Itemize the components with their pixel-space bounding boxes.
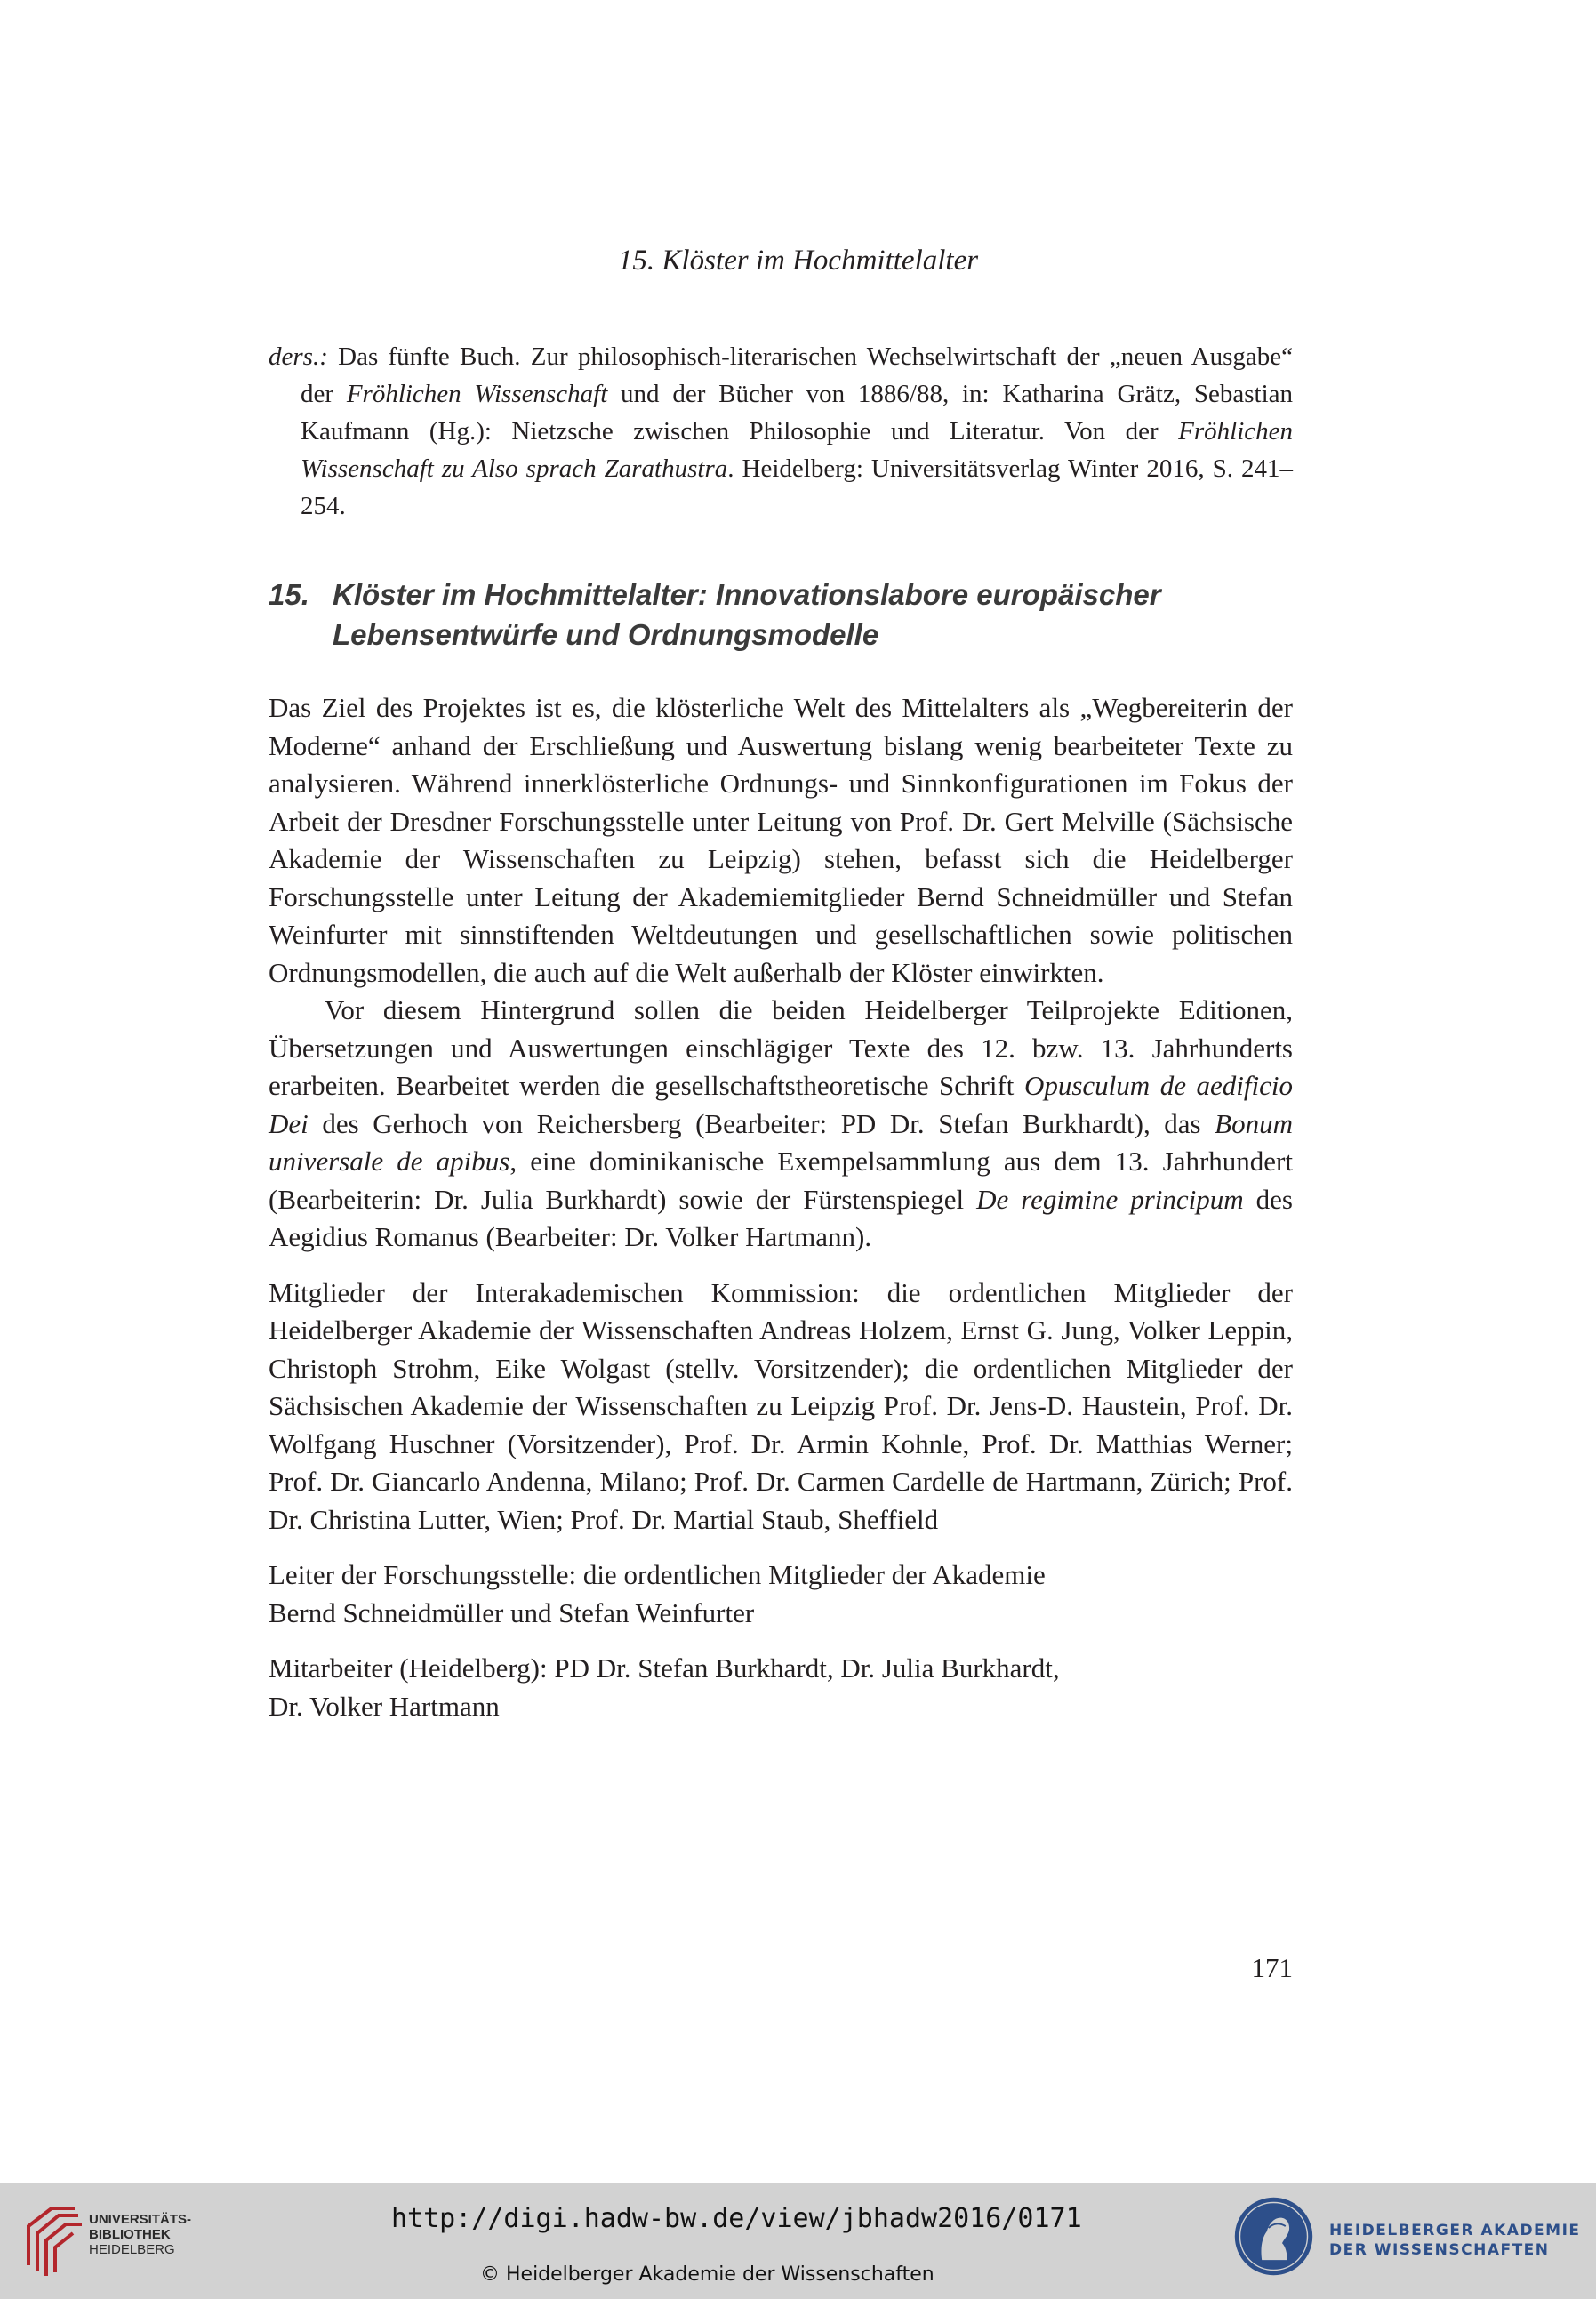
library-name-line: BIBLIOTHEK bbox=[89, 2227, 171, 2242]
paragraph bbox=[269, 992, 1293, 1257]
italic-title: De regimine principum bbox=[976, 1183, 1244, 1215]
members-paragraph: Mitglieder der Interakademischen Kommission: die ordentlichen Mitglieder der Heidelberger Akademie der Wissenschaften Andreas Holzem, Ernst G. Jung, Volker Leppin, Christoph Strohm, Eike Wolgast (stellv. Vorsitzender); die ordentlichen Mitglieder der Sächsischen Akademie der Wissenschaften zu Leipzig Prof. Dr. Jens-D. Haustein, Prof. Dr. Wolfgang Huschner (Vorsitzender), Prof. Dr. Armin Kohnle, Prof. Dr. Matthias Werner; Prof. Dr. Giancarlo Andenna, Milano; Prof. Dr. Carmen Cardelle de Hartmann, Zürich; Prof. Dr. Christina Lutter, Wien; Prof. Dr. Martial Staub, Sheffield bbox=[269, 1276, 1293, 1535]
library-name-line: UNIVERSITÄTS- bbox=[89, 2212, 192, 2227]
running-head: 15. Klöster im Hochmittelalter bbox=[617, 245, 979, 277]
paragraph: Das Ziel des Projektes ist es, die klösterliche Welt des Mittelalters als „Wegbereiterin der Moderne“ anhand der Erschließung und Auswertung bislang wenig bearbeiteter Texte zu analysieren. Während innerklösterliche Ordnungs- und Sinnkonfigurationen im Fokus der Arbeit der Dresdner Forschungsstelle unter Leitung von Prof. Dr. Gert Melville (Sächsische Akademie der Wissenschaften zu Leipzig) stehen, befasst sich die Heidelberger Forschungsstelle unter Leitung der Akademiemitglieder Bernd Schneidmüller und Stefan Weinfurter mit sinnstiftenden Weltdeutungen und gesellschaftlichen sowie politischen Ordnungsmodellen, die auch auf die Welt außerhalb der Klöster einwirkten. bbox=[269, 692, 1293, 988]
paragraph-text: Vor diesem Hintergrund sollen die beiden Heidelberger Teilprojekte Editionen, Übersetzungen und Auswertungen einschlägiger Texte des 12. bzw. 13. Jahrhunderts erarbeiten. Bearbeitet werden die gesellschaftstheoretische Schrift bbox=[269, 994, 1293, 1101]
academy-name bbox=[1329, 2221, 1581, 2260]
university-library-name bbox=[89, 2212, 191, 2257]
bibliography-italic-title: Fröhlichen Wissenschaft bbox=[346, 380, 608, 408]
italic-title: Opusculum de aedificio Dei bbox=[269, 1070, 1293, 1139]
section-heading bbox=[269, 575, 1293, 655]
section-number: 15. bbox=[269, 578, 309, 611]
bibliography-author: ders.: bbox=[269, 342, 328, 371]
bibliography-text: und der Bücher von 1886/88, in: Katharina Grätz, Sebastian Kaufmann (Hg.): Nietzsche zwischen Philosophie und Literatur. Von der bbox=[301, 380, 1294, 446]
academy-name-line: DER WISSENSCHAFTEN bbox=[1329, 2241, 1550, 2259]
staff-paragraph bbox=[269, 1650, 1293, 1725]
academy-name-line: HEIDELBERGER AKADEMIE bbox=[1329, 2222, 1581, 2239]
leaders-paragraph bbox=[269, 1556, 1293, 1632]
bibliography-text: Das fünfte Buch. Zur philosophisch-literarischen Wechselwirtschaft der „neuen Ausgabe“ der bbox=[301, 342, 1293, 408]
footer-bar bbox=[0, 2183, 1596, 2299]
page-number: 171 bbox=[1251, 1952, 1293, 1983]
academy-seal-icon bbox=[1231, 2194, 1316, 2279]
staff-line: Dr. Volker Hartmann bbox=[269, 1690, 500, 1722]
copyright-notice: © Heidelberger Akademie der Wissenschaften bbox=[480, 2263, 934, 2286]
leaders-line: Leiter der Forschungsstelle: die ordentlichen Mitglieder der Akademie bbox=[269, 1559, 1046, 1590]
bibliography-text: . Heidelberg: Universitätsverlag Winter 2016, S. 241–254. bbox=[301, 454, 1293, 520]
leaders-line: Bernd Schneidmüller und Stefan Weinfurter bbox=[269, 1596, 755, 1628]
italic-title: Bonum universale de apibus bbox=[269, 1107, 1293, 1177]
paragraph-text: , eine dominikanische Exempelsammlung aus dem 13. Jahrhundert (Bearbeiterin: Dr. Julia Burkhardt) sowie der Fürstenspiegel bbox=[269, 1145, 1293, 1215]
permalink-url[interactable]: http://digi.hadw-bw.de/view/jbhadw2016/0171 bbox=[391, 2203, 1082, 2234]
staff-line: Mitarbeiter (Heidelberg): PD Dr. Stefan Burkhardt, Dr. Julia Burkhardt, bbox=[269, 1652, 1060, 1684]
section-title-line: Lebensentwürfe und Ordnungsmodelle bbox=[333, 618, 879, 651]
paragraph-text: des Aegidius Romanus (Bearbeiter: Dr. Volker Hartmann). bbox=[269, 1183, 1293, 1252]
body-text bbox=[269, 689, 1293, 1725]
paragraph-text: des Gerhoch von Reichersberg (Bearbeiter: PD Dr. Stefan Burkhardt), das bbox=[308, 1107, 1215, 1139]
section-title bbox=[333, 575, 1161, 655]
section-title-line: Klöster im Hochmittelalter: Innovationslabore europäischer bbox=[333, 578, 1161, 611]
bibliography-italic-title: Fröhlichen Wissenschaft zu Also sprach Zarathustra bbox=[301, 417, 1293, 483]
bibliography-entry bbox=[269, 338, 1293, 525]
library-name-line: HEIDELBERG bbox=[89, 2242, 175, 2257]
